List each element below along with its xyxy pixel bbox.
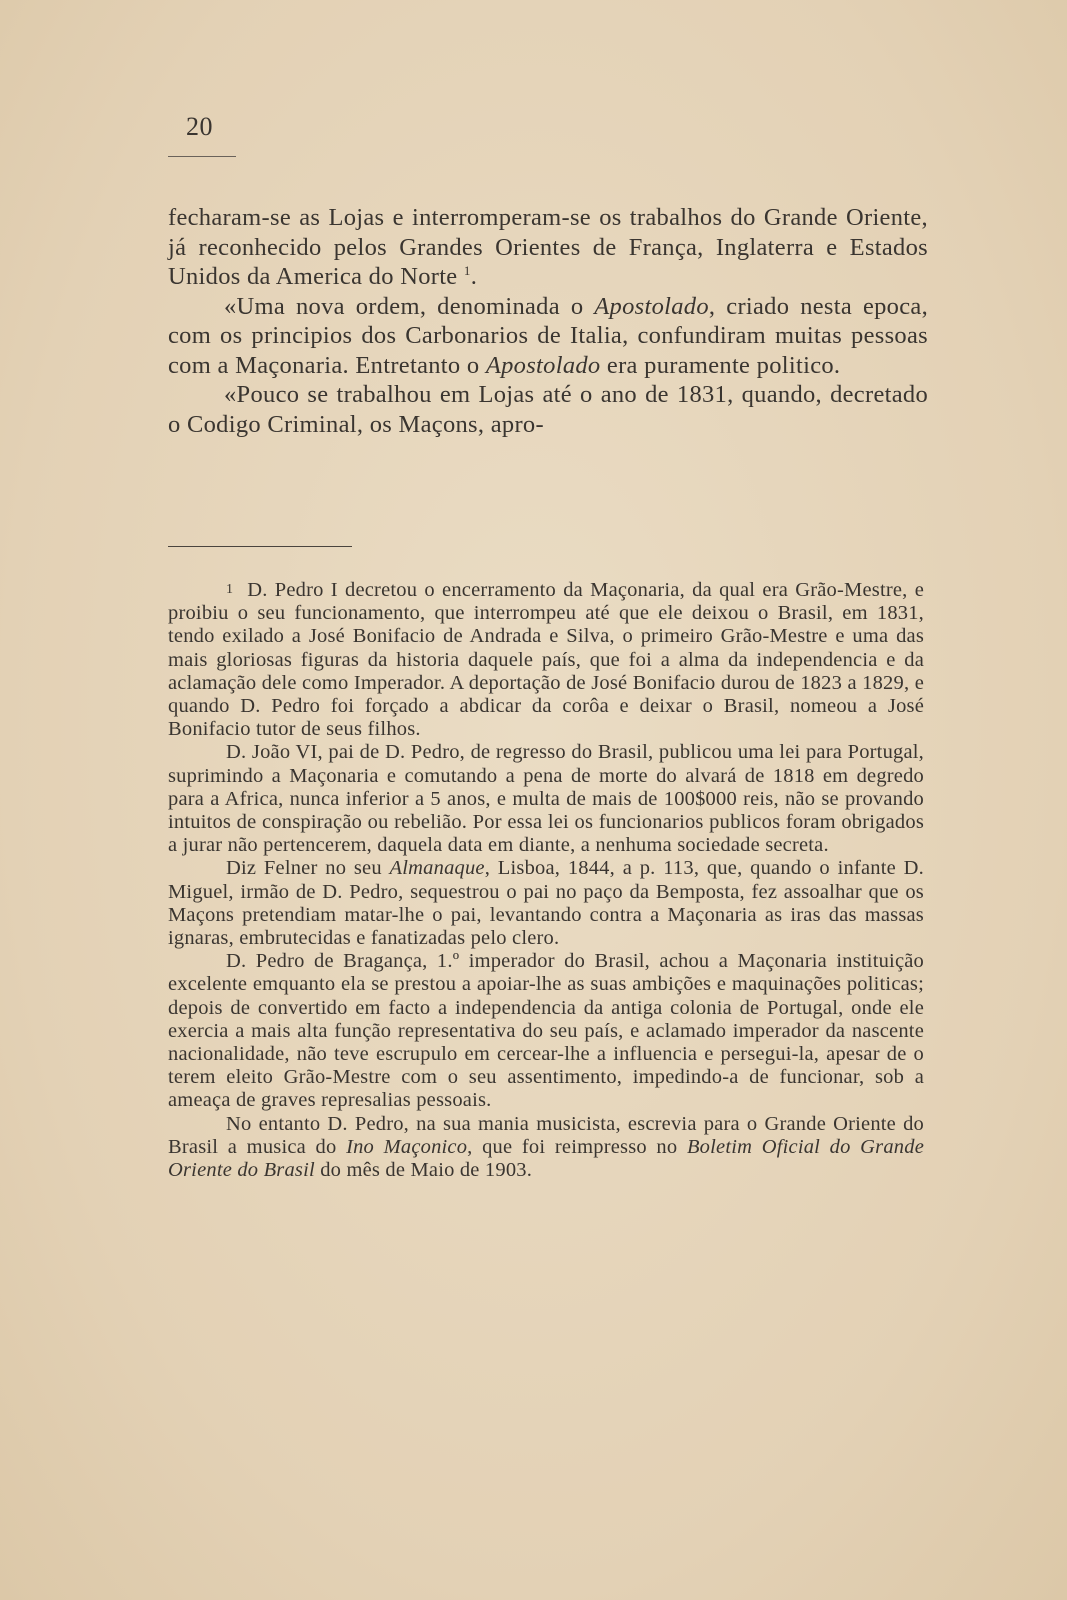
footnote-separator: [168, 546, 352, 547]
main-paragraph-2-italic-b: Apostolado: [485, 351, 601, 379]
page-number: 20: [186, 112, 213, 141]
footnote-paragraph-5-text-a: No entanto D. Pedro, na sua mania musicista, escrevia para o Grande Oriente do Brasil a musica do: [168, 1112, 924, 1158]
main-paragraph-2-text-c: era puramente politico.: [600, 351, 841, 379]
main-paragraph-2-text-b: , criado nesta epoca, com os principios dos Carbonarios de Italia, confundiram muitas pessoas com a Maçonaria. Entretanto o: [168, 292, 928, 379]
main-paragraph-2-italic-a: Apostolado: [594, 292, 709, 320]
main-paragraph-2-text-a: «Uma nova ordem, denominada o: [224, 292, 595, 320]
footnote-paragraph-5-italic-a: Ino Maçonico: [346, 1135, 468, 1158]
footnote-paragraph-5: [168, 1113, 924, 1183]
footnote-paragraph-5-italic-b: Boletim Oficial do Grande Oriente do Brasil: [168, 1135, 924, 1182]
footnote-1: [168, 578, 924, 741]
main-paragraph-1-end: .: [470, 263, 478, 290]
footnote-reference: 1: [463, 262, 471, 278]
main-text: [168, 203, 928, 439]
footnote-1-text: D. Pedro I decretou o encerramento da Maçonaria, da qual era Grão-Mestre, e proibiu o seu funcionamento, que interrompeu até que ele deixou o Brasil, em 1831, tendo exilado a José Bonifacio de Andrada e Silva, o primeiro Grão-Mestre e uma das mais gloriosas figuras da historia daquele país, que foi a alma da independencia e da aclamação dele como Imperador. A deportação de José Bonifacio durou de 1823 a 1829, e quando D. Pedro foi forçado a abdicar da corôa e deixar o Brasil, nomeou a José Bonifacio tutor de seus filhos.: [168, 579, 924, 741]
main-paragraph-1-text: fecharam-se as Lojas e interromperam-se os trabalhos do Grande Oriente, já reconhecido pelos Grandes Orientes de França, Inglaterra e Estados Unidos da America do Norte: [168, 204, 928, 290]
footnotes: [168, 578, 924, 1182]
page-number-rule: [168, 156, 236, 157]
main-paragraph-3: «Pouco se trabalhou em Lojas até o ano de 1831, quando, decretado o Codigo Criminal, os Maçons, apro-: [168, 381, 928, 438]
main-paragraph-2: [168, 292, 928, 381]
footnote-paragraph-3: [168, 857, 924, 950]
footnote-paragraph-5-text-b: , que foi reimpresso no: [467, 1135, 687, 1158]
footnote-paragraph-2: D. João VI, pai de D. Pedro, de regresso do Brasil, publicou uma lei para Portugal, suprimindo a Maçonaria e comutando a pena de morte do alvará de 1818 em degredo para a Africa, nunca inferior a 5 anos, e multa de mais de 100$000 reis, não se provando intuitos de conspiração ou rebelião. Por essa lei os funcionarios publicos foram obrigados a jurar não pertencerem, daquela data em diante, a nenhuma sociedade secreta.: [168, 741, 924, 857]
footnote-paragraph-3-text-b: , Lisboa, 1844, a p. 113, que, quando o infante D. Miguel, irmão de D. Pedro, sequestrou o pai no paço da Bemposta, fez assoalhar que os Maçons pretendiam matar-lhe o pai, levantando contra a Maçonaria as iras das massas ignaras, embrutecidas e fanatizadas pelo clero.: [168, 857, 924, 950]
footnote-paragraph-5-text-c: do mês de Maio de 1903.: [314, 1159, 533, 1182]
footnote-paragraph-3-text-a: Diz Felner no seu: [226, 857, 390, 880]
footnote-paragraph-4: D. Pedro de Bragança, 1.º imperador do Brasil, achou a Maçonaria instituição excelente emquanto ela se prestou a apoiar-lhe as suas ambições e maquinações politicas; depois de convertido em facto a independencia da antiga colonia de Portugal, onde ele exercia a mais alta função representativa do seu país, e aclamado imperador da nascente nacionalidade, não teve escrupulo em cercear-lhe a influencia e persegui-la, apesar de o terem eleito Grão-Mestre com o seu assentimento, impedindo-a de funcionar, sob a ameaça de graves represalias pessoais.: [168, 950, 924, 1112]
footnote-paragraph-3-italic: Almanaque: [389, 857, 485, 880]
footnote-number: 1: [226, 582, 234, 597]
main-paragraph-1: [168, 203, 928, 292]
